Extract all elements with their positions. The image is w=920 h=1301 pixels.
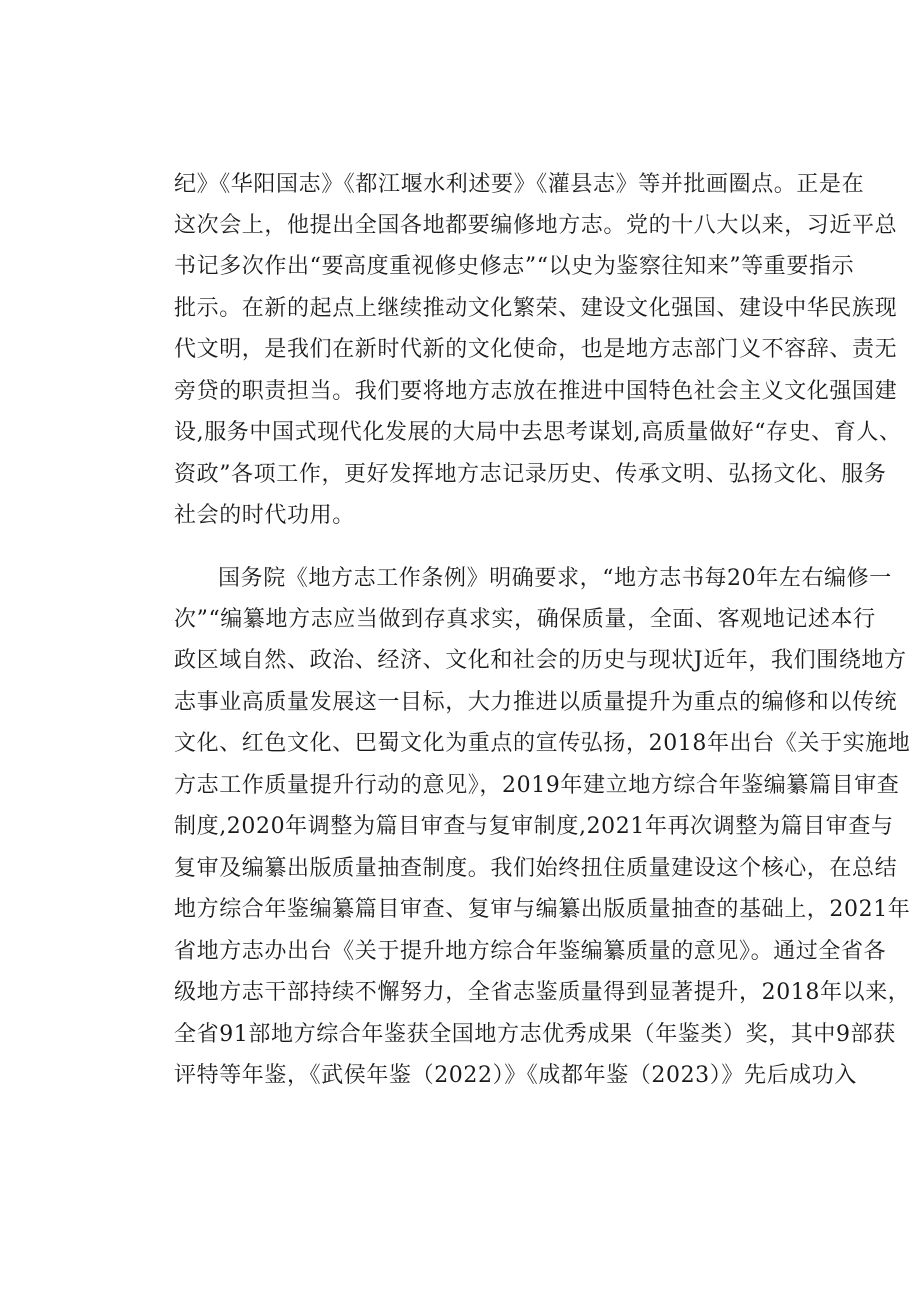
paragraph-line: 书记多次作出“要高度重视修史修志”“以史为鉴察往知来”等重要指示 (174, 254, 855, 279)
paragraph-line: 代文明，是我们在新时代新的文化使命，也是地方志部门义不容辞、责无 (174, 337, 898, 362)
paragraph-line: 志事业高质量发展这一目标，大力推进以质量提升为重点的编修和以传统 (174, 690, 898, 715)
paragraph-line: 全省91部地方综合年鉴获全国地方志优秀成果（年鉴类）奖，其中9部获 (174, 1022, 896, 1047)
paragraph-line: 文化、红色文化、巴蜀文化为重点的宣传弘扬，2018年出台《关于实施地 (174, 731, 911, 756)
paragraph-line: 级地方志干部持续不懈努力，全省志鉴质量得到显著提升，2018年以来， (174, 980, 911, 1005)
paragraph-line: 制度,2020年调整为篇目审查与复审制度,2021年再次调整为篇目审查与 (174, 814, 894, 839)
paragraph-line: 政区域自然、政治、经济、文化和社会的历史与现状J近年，我们围绕地方 (174, 648, 907, 673)
paragraph-line: 次”“编纂地方志应当做到存真求实，确保质量，全面、客观地记述本行 (174, 607, 876, 632)
paragraph-line: 这次会上，他提出全国各地都要编修地方志。党的十八大以来，习近平总 (174, 213, 898, 238)
paragraph-line: 省地方志办出台《关于提升地方综合年鉴编纂质量的意见》。通过全省各 (174, 939, 887, 964)
paragraph-line: 旁贷的职责担当。我们要将地方志放在推进中国特色社会主义文化强国建 (174, 379, 898, 404)
paragraph-line: 方志工作质量提升行动的意见》，2019年建立地方综合年鉴编纂篇目审查 (174, 773, 900, 798)
paragraph-line: 纪》《华阳国志》《都江堰水利述要》《灌县志》等并批画圈点。正是在 (174, 172, 865, 197)
paragraph-line: 地方综合年鉴编纂篇目审查、复审与编纂出版质量抽查的基础上，2021年 (174, 897, 911, 922)
paragraph-line: 复审及编纂出版质量抽查制度。我们始终扭住质量建设这个核心，在总结 (174, 856, 898, 881)
paragraph-line: 资政”各项工作，更好发挥地方志记录历史、传承文明、弘扬文化、服务 (174, 462, 887, 487)
paragraph-line: 评特等年鉴，《武侯年鉴（2022）》《成都年鉴（2023）》先后成功入 (174, 1063, 857, 1088)
paragraph-line: 批示。在新的起点上继续推动文化繁荣、建设文化强国、建设中华民族现 (174, 296, 898, 321)
paragraph-line: 社会的时代功用。 (174, 503, 355, 528)
paragraph-line: 设,服务中国式现代化发展的大局中去思考谋划,高质量做好“存史、育人、 (174, 420, 902, 445)
paragraph-line: 国务院《地方志工作条例》明确要求，“地方志书每20年左右编修一 (218, 566, 892, 591)
